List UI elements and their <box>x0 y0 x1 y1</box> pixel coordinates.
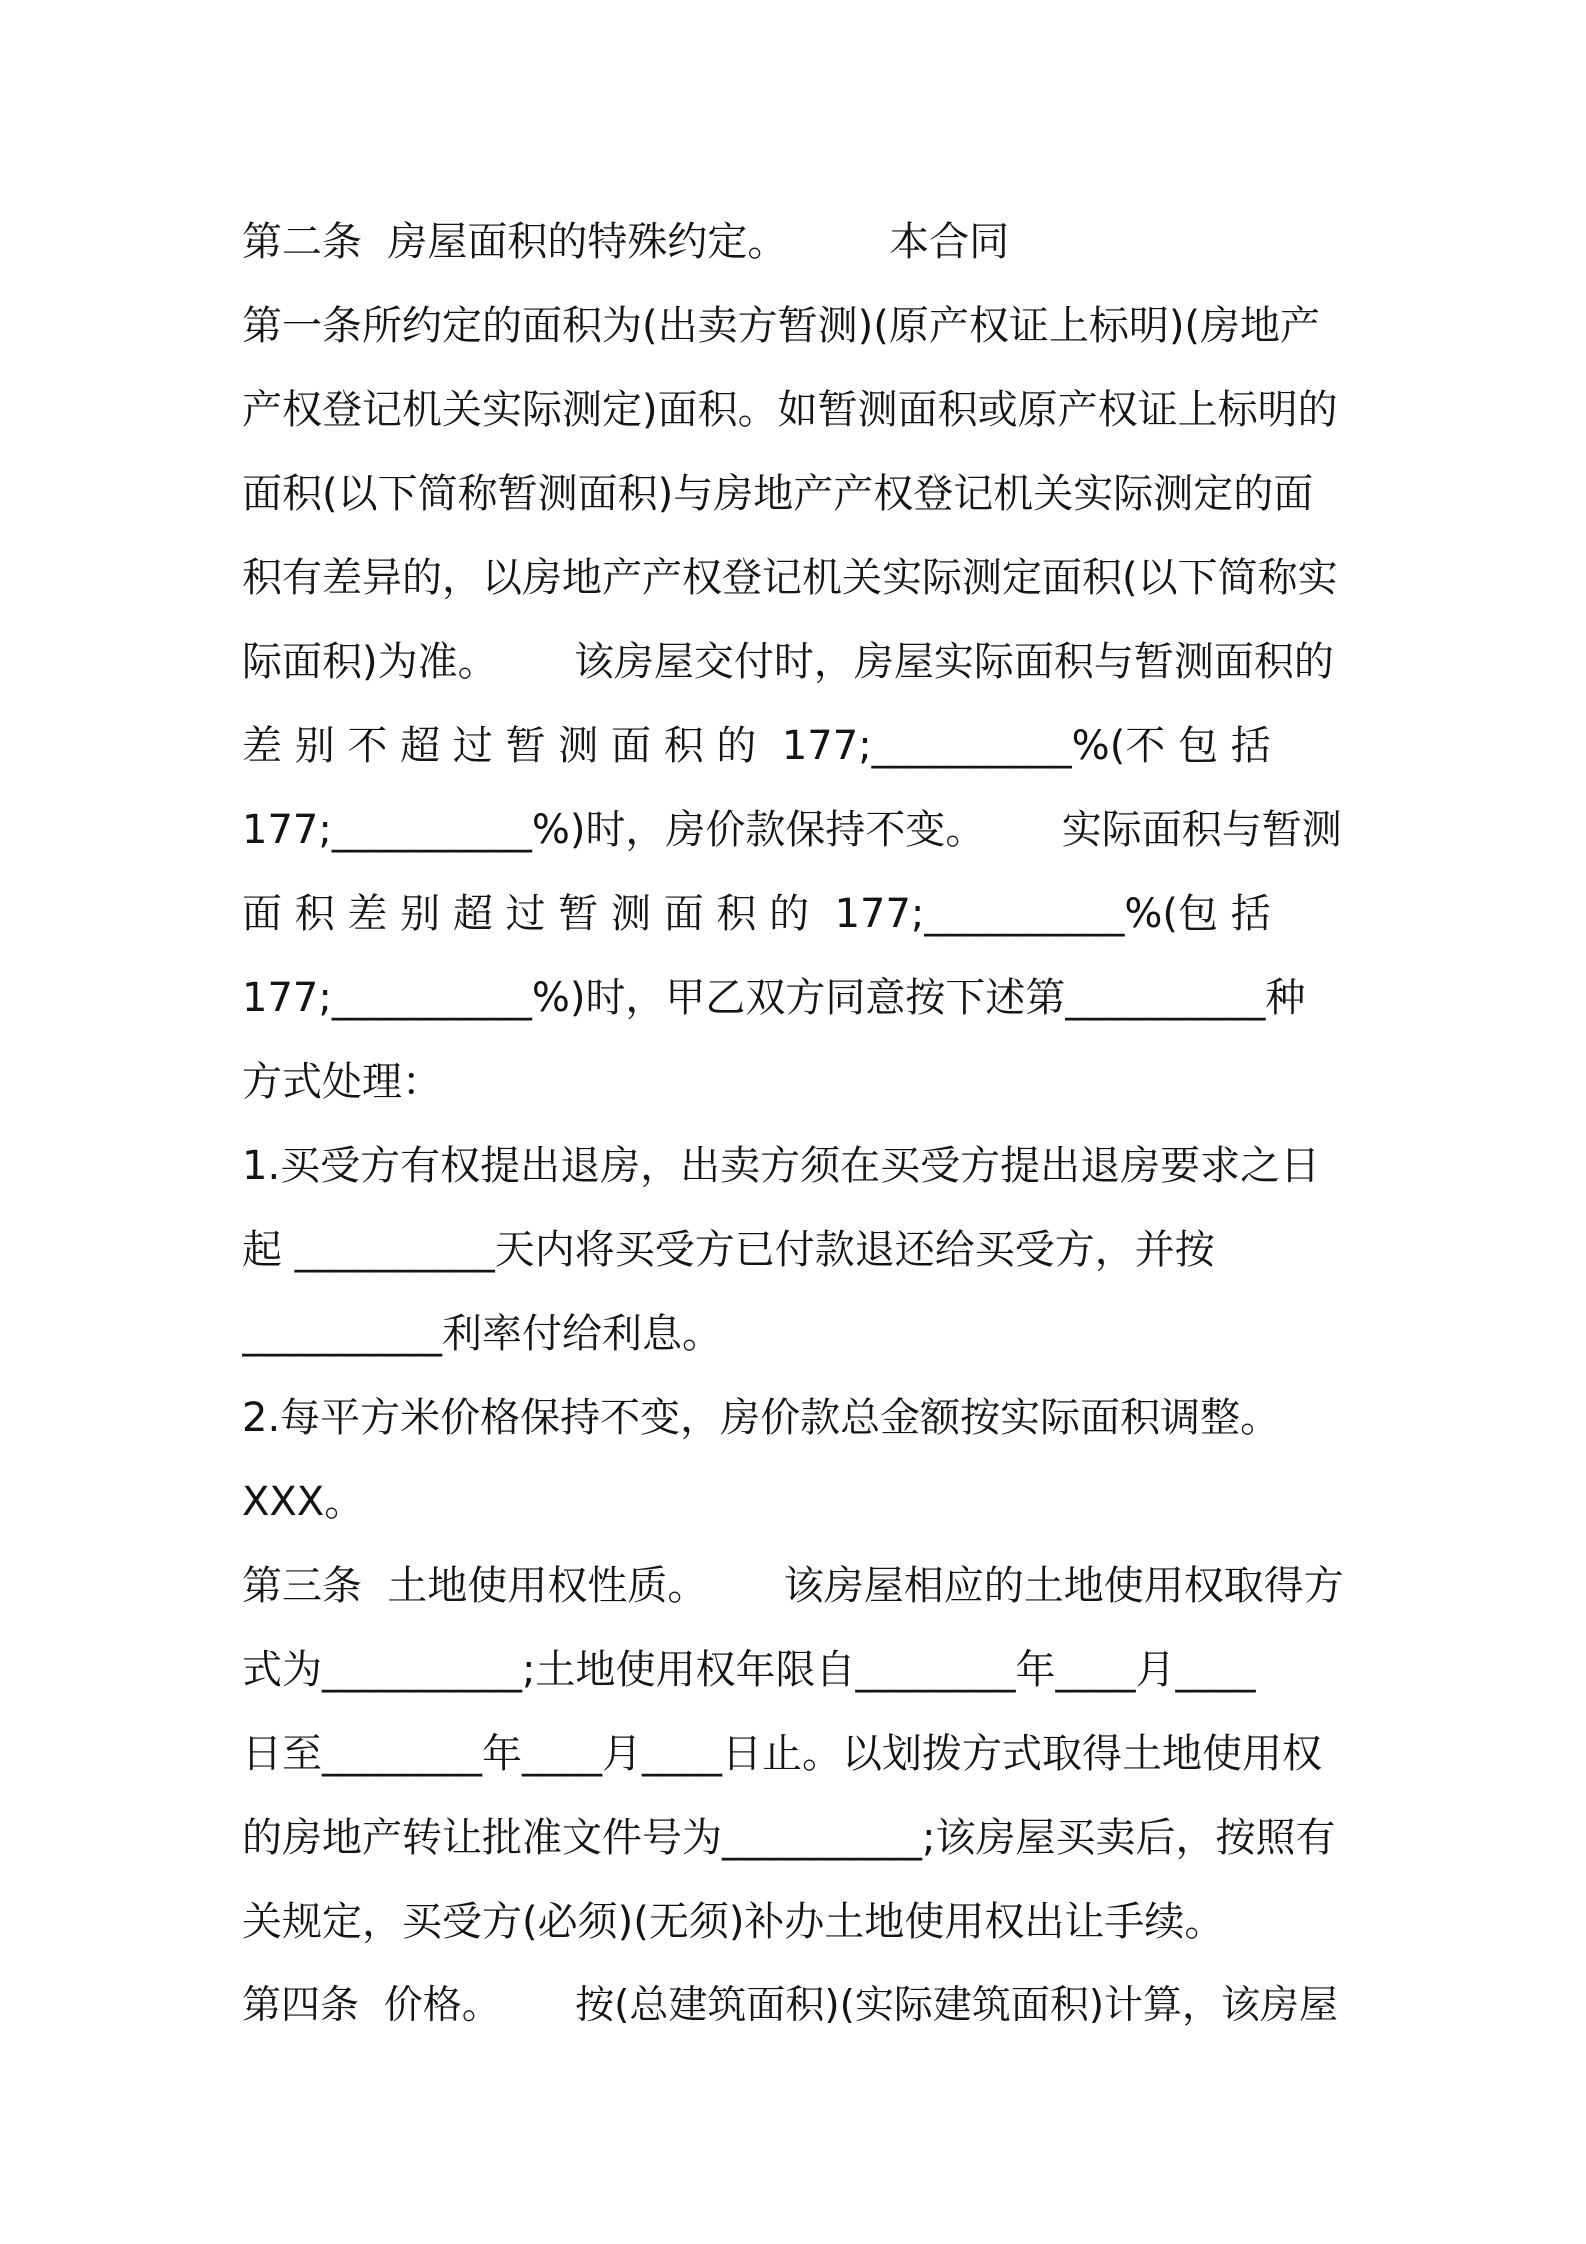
text-line-4: 面积(以下简称暂测面积)与房地产产权登记机关实际测定的面 <box>242 471 1314 517</box>
text-line-1: 第二条 房屋面积的特殊约定。 本合同 <box>242 219 1010 265</box>
text-line-15: 2.每平方米价格保持不变，房价款总金额按实际面积调整。 <box>242 1395 1281 1441</box>
text-line-11: 方式处理： <box>242 1059 442 1105</box>
text-line-17: 第三条 土地使用权性质。 该房屋相应的土地使用权取得方 <box>242 1563 1344 1609</box>
text-line-8: 177;__________%)时，房价款保持不变。 实际面积与暂测 <box>242 807 1342 853</box>
text-line-9: 面 积 差 别 超 过 暂 测 面 积 的 177;__________%(包 括 <box>242 891 1271 937</box>
text-line-13: 起 __________天内将买受方已付款退还给买受方，并按 <box>242 1227 1215 1273</box>
text-line-14: __________利率付给利息。 <box>242 1311 722 1357</box>
text-line-18: 式为__________;土地使用权年限自________年____月____ <box>242 1647 1256 1693</box>
text-line-7: 差 别 不 超 过 暂 测 面 积 的 177;__________%(不 包 括 <box>242 723 1271 769</box>
text-line-22: 第四条 价格。 按(总建筑面积)(实际建筑面积)计算，该房屋 <box>242 1983 1339 2028</box>
text-line-10: 177;__________%)时，甲乙双方同意按下述第__________种 <box>242 975 1306 1021</box>
contract-text <box>242 200 1352 2048</box>
text-line-3: 产权登记机关实际测定)面积。如暂测面积或原产权证上标明的 <box>242 387 1338 433</box>
text-line-20: 的房地产转让批准文件号为__________;该房屋买卖后，按照有 <box>242 1815 1336 1861</box>
text-line-19: 日至________年____月____日止。以划拨方式取得土地使用权 <box>242 1731 1322 1777</box>
text-line-6: 际面积)为准。 该房屋交付时，房屋实际面积与暂测面积的 <box>242 639 1334 685</box>
text-line-5: 积有差异的，以房地产产权登记机关实际测定面积(以下简称实 <box>242 555 1338 601</box>
text-line-2: 第一条所约定的面积为(出卖方暂测)(原产权证上标明)(房地产 <box>242 303 1321 349</box>
text-line-21: 关规定，买受方(必须)(无须)补办土地使用权出让手续。 <box>242 1899 1225 1945</box>
text-line-16: XXX。 <box>242 1479 365 1525</box>
text-line-12: 1.买受方有权提出退房，出卖方须在买受方提出退房要求之日 <box>242 1143 1321 1189</box>
